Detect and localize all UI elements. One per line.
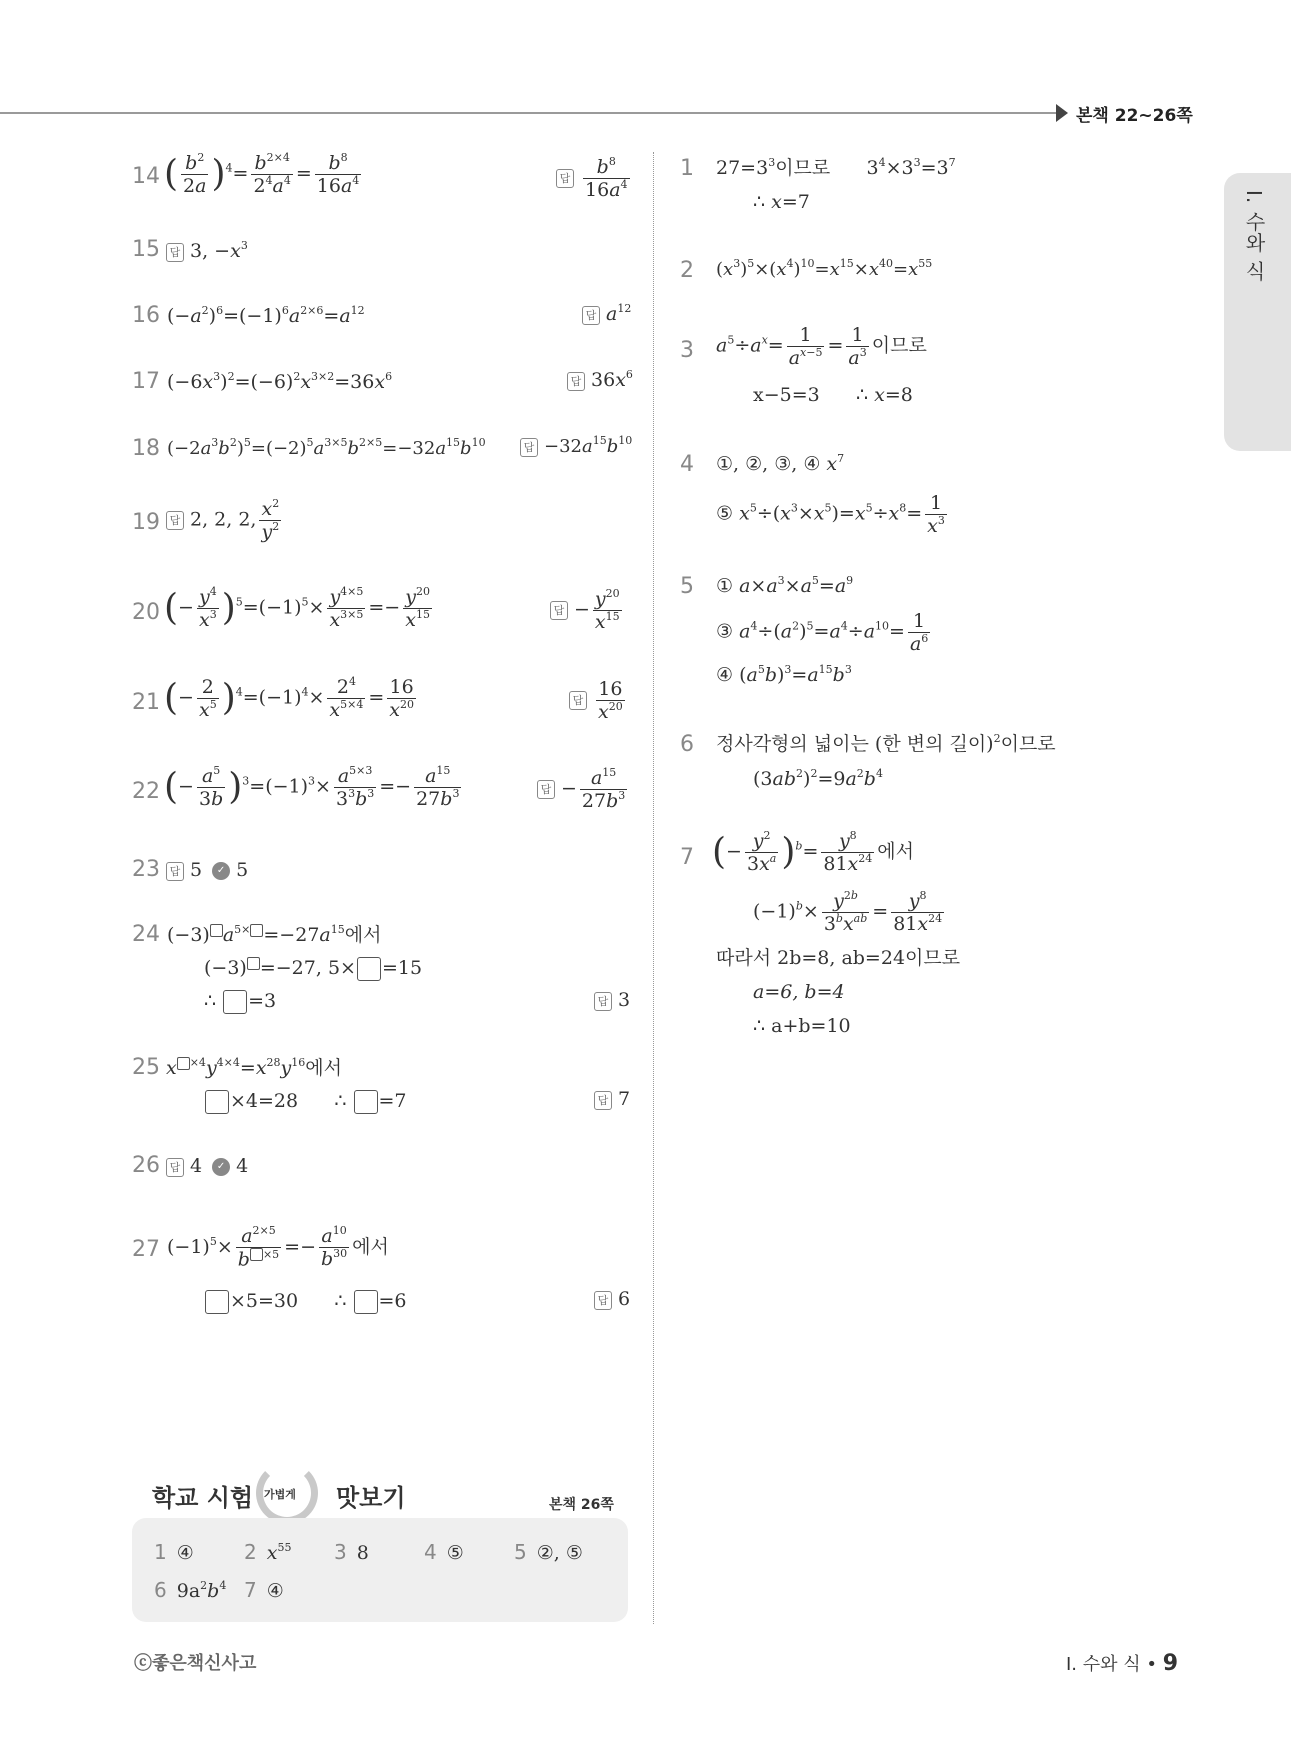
publisher-logo: ⓒ좋은책신사고	[134, 1653, 257, 1674]
test-item-answer: ②, ⑤	[536, 1542, 583, 1564]
problem-number: 2	[680, 258, 694, 283]
solution-22: (− $\frac{a^5}{3b}$ )$^3=(-1)^3\times$ $\frac{a^{5\times 3}}{3^3b^3}$ =− $\frac{a^{15}}{27b^3}$	[164, 764, 460, 810]
problem-number: 20	[132, 600, 160, 625]
problem-number: 21	[132, 690, 160, 715]
chapter-tab-label: I. 수와 식	[1242, 190, 1266, 282]
solution-17: $(-6x^3)^2=(-6)^2x^{3\times 2}=36x^6$	[167, 370, 393, 393]
answer-badge-icon: 답	[594, 992, 612, 1011]
answer-text: 6	[618, 1288, 631, 1310]
answer-text: 2, 2, 2,	[190, 508, 257, 531]
math-text: 27=3	[716, 157, 769, 179]
solution-15: 답 3, $-x^3$	[166, 238, 248, 264]
header-rule	[0, 112, 1062, 114]
math-text: =7	[378, 1090, 407, 1112]
test-item-number: 1	[154, 1540, 167, 1564]
footer-section: I. 수와 식 •	[1066, 1654, 1163, 1675]
blank-box	[354, 1090, 378, 1114]
math-text: ①, ②, ③, ④	[716, 453, 821, 475]
test-item	[424, 1540, 464, 1564]
math-text: (−3)	[204, 957, 247, 979]
solution-19: 답 2, 2, 2, $\frac{x^2}{y^2}$	[166, 498, 284, 543]
solution-r5-line2: ③ $a^4\div(a^2)^5=a^4\div a^{10}=$ $\frac{1}{a^6}$	[716, 610, 929, 655]
answer-badge-icon: 답	[550, 601, 568, 620]
solution-r6-line1: 정사각형의 넓이는 (한 변의 길이)$^2$이므로	[716, 732, 1056, 755]
answer-text: 3, −	[190, 240, 231, 262]
check-icon: ✓	[212, 1158, 230, 1176]
solution-27-line1: $(-1)^5\times$ $\frac{a^{2\times 5}}{b ^{\times 5}}$ =− $\frac{a^{10}}{b^{30}}$ 에서	[167, 1224, 389, 1271]
answer-25	[594, 1088, 630, 1110]
solution-26	[166, 1153, 248, 1179]
column-divider	[653, 152, 654, 1624]
math-text: ×4=28	[230, 1090, 299, 1112]
solution-r7-line4: a=6, b=4	[753, 981, 845, 1003]
answer-21: 답 $\frac{16}{x^{20}}$	[569, 678, 628, 723]
solution-r7-line3: 따라서 2b=8, ab=24이므로	[716, 947, 961, 969]
therefore-symbol: ∴	[204, 990, 217, 1012]
solution-24-line1: (−3) $a^{5\times} =-27a^{15}$에서	[167, 923, 382, 946]
solution-24-line3	[204, 988, 276, 1014]
problem-number: 14	[132, 164, 160, 189]
korean-text: 에서	[344, 924, 382, 946]
choice-marker: ③	[716, 620, 734, 643]
math-text: =−27, 5×	[259, 957, 356, 979]
math-text: x−5=3	[753, 384, 820, 406]
test-item: 6 $9a^2b^4$	[154, 1578, 227, 1602]
solution-27-line2	[204, 1288, 407, 1314]
answer-badge-icon: 답	[520, 438, 538, 457]
solution-21: (− $\frac{2}{x^5}$ )$^4=(-1)^4\times$ $\frac{2^4}{x^{5\times 4}}$ = $\frac{16}{x^{20}}$	[164, 675, 414, 721]
choice-marker: ④	[716, 664, 734, 686]
korean-text: 정사각형의 넓이는 (한 변의 길이)	[716, 733, 994, 755]
page-footer	[1066, 1650, 1178, 1676]
answer-badge-icon: 답	[569, 691, 587, 710]
answer-27	[594, 1288, 630, 1310]
problem-number: 26	[132, 1153, 160, 1178]
problem-number: 18	[132, 436, 160, 461]
check-answer-text: 4	[236, 1155, 249, 1177]
answer-badge-icon: 답	[582, 306, 600, 325]
answer-badge-icon: 답	[166, 862, 184, 881]
test-item-answer: 9a	[176, 1580, 201, 1602]
problem-number: 4	[680, 452, 694, 477]
solution-r5-line1: ① $a\times a^3\times a^5=a^9$	[716, 574, 854, 597]
solution-r6-line2: $(3ab^2)^2=9a^2b^4$	[753, 767, 883, 790]
korean-text: 에서	[877, 840, 914, 863]
test-item	[514, 1540, 583, 1564]
test-item-number: 6	[154, 1578, 167, 1602]
answer-text: 3	[618, 989, 631, 1011]
answer-badge-icon: 답	[594, 1091, 612, 1110]
answer-text: 4	[190, 1155, 203, 1177]
korean-text: 에서	[305, 1057, 342, 1079]
blank-box	[205, 1090, 229, 1114]
answer-16: 답 $a^{12}$	[582, 303, 631, 325]
problem-number: 19	[132, 510, 160, 535]
answer-17: 답 $36x^6$	[567, 369, 633, 391]
answer-badge-icon: 답	[556, 169, 574, 188]
test-item-number: 7	[244, 1578, 257, 1602]
choice-marker: ⑤	[716, 502, 734, 525]
test-section-subtitle: 맛보기	[336, 1484, 406, 1512]
solution-r3-line2: x−5=3 ∴ x=8	[753, 384, 913, 406]
answer-badge-icon: 답	[537, 780, 555, 799]
math-text: =6	[378, 1290, 407, 1312]
problem-number: 24	[132, 922, 160, 947]
problem-number: 15	[132, 237, 160, 262]
solution-18: $(-2a^3b^2)^5=(-2)^5a^{3\times 5}b^{2\times 5}=-32a^{15}b^{10}$	[167, 436, 486, 459]
ring-label: 가볍게	[264, 1488, 296, 1501]
answer-badge-icon: 답	[567, 372, 585, 391]
answer-badge-icon: 답	[166, 1158, 184, 1177]
therefore-symbol: ∴	[855, 384, 869, 406]
problem-number: 23	[132, 857, 160, 882]
korean-text: 에서	[352, 1235, 389, 1258]
problem-number: 25	[132, 1055, 160, 1080]
problem-number: 5	[680, 574, 694, 599]
answer-20: 답 − $\frac{y^{20}}{x^{15}}$	[550, 588, 625, 633]
solution-r4-line2: ⑤ $x^5\div(x^3\times x^5)=x^5\div x^8=$ $\frac{1}{x^3}$	[716, 492, 945, 537]
solution-20: (− $\frac{y^4}{x^3}$ )$^5=(-1)^5\times$ $\frac{y^{4\times 5}}{x^{3\times 5}}$ =− $\frac{y^{20}}{x^{15}}$	[164, 585, 430, 631]
test-item-number: 4	[424, 1540, 437, 1564]
solution-25-line1: x $^{\times 4}y^{4\times 4}=x^{28}y^{16}$에서	[166, 1056, 342, 1079]
test-item-answer: ④	[266, 1580, 284, 1602]
check-answer-text: 5	[236, 859, 249, 881]
blank-box	[357, 957, 381, 981]
therefore-symbol: ∴	[334, 1090, 347, 1112]
check-icon: ✓	[212, 862, 230, 880]
solution-23	[166, 857, 248, 883]
test-item-answer: 8	[356, 1542, 369, 1564]
test-section-title: 학교 시험	[152, 1484, 254, 1512]
solution-16: $(-a^2)^6=(-1)^6a^{2\times 6}=a^{12}$	[167, 304, 365, 327]
blank-box	[354, 1290, 378, 1314]
answer-text: 5	[190, 859, 203, 881]
test-answer-box	[132, 1518, 628, 1622]
korean-text: 이므로	[1000, 733, 1056, 755]
test-item-answer: ④	[176, 1542, 194, 1564]
math-text: =15	[381, 957, 423, 979]
solution-r1-line1: $27=3^3$이므로 $3^4\times 3^3=3^7$	[716, 156, 956, 179]
problem-number: 6	[680, 732, 694, 757]
solution-r5-line3: ④ $(a^5b)^3=a^{15}b^3$	[716, 663, 852, 686]
therefore-symbol: ∴	[753, 191, 766, 213]
problem-number: 17	[132, 369, 160, 394]
problem-number: 22	[132, 779, 160, 804]
solution-r2: $(x^3)^5\times(x^4)^{10}=x^{15}\times x^{40}=x^{55}$	[716, 257, 933, 280]
blank-box	[205, 1290, 229, 1314]
chevron-right-icon	[1056, 104, 1068, 122]
problem-number: 1	[680, 156, 694, 181]
choice-marker: ①	[716, 575, 734, 597]
test-item-answer: ⑤	[446, 1542, 464, 1564]
solution-r7-line5: ∴ a+b=10	[753, 1015, 851, 1037]
answer-14: 답 $\frac{b^8}{16a^4}$	[556, 156, 633, 201]
test-item-number: 3	[334, 1540, 347, 1564]
test-item-answer: x	[266, 1542, 278, 1564]
blank-box	[223, 990, 247, 1014]
problem-number: 16	[132, 303, 160, 328]
answer-badge-icon: 답	[166, 511, 184, 530]
answer-text: 7	[618, 1088, 631, 1110]
solution-r7-line2: $(-1)^b\times$ $\frac{y^{2b}}{3^bx^{ab}}$ = $\frac{y^8}{81x^{24}}$	[753, 889, 943, 935]
korean-text: 이므로	[871, 334, 927, 357]
page-number: 9	[1162, 1651, 1179, 1676]
math-text: ×5=30	[230, 1290, 299, 1312]
test-book-ref: 본책 26쪽	[549, 1497, 614, 1513]
problem-number: 3	[680, 338, 694, 363]
problem-number: 7	[680, 845, 694, 870]
therefore-symbol: ∴	[334, 1290, 347, 1312]
answer-18: 답 $-32a^{15}b^{10}$	[520, 436, 632, 457]
answer-badge-icon: 답	[166, 243, 184, 262]
test-item-number: 5	[514, 1540, 527, 1564]
answer-24	[594, 989, 630, 1011]
math-text: =3	[248, 990, 277, 1012]
test-item	[244, 1578, 284, 1602]
test-item-number: 2	[244, 1540, 257, 1564]
header-book-ref: 본책 22~26쪽	[1076, 106, 1193, 126]
test-item: 2 $x^{55}$	[244, 1540, 292, 1564]
problem-number: 27	[132, 1237, 160, 1262]
answer-badge-icon: 답	[594, 1291, 612, 1310]
korean-text: 이므로	[775, 157, 831, 179]
solution-r3-line1: $a^5\div a^x=$ $\frac{1}{a^{x-5}}$ = $\frac{1}{a^3}$ 이므로	[716, 324, 927, 369]
test-item	[154, 1540, 194, 1564]
solution-r1-line2: ∴ x=7	[753, 191, 810, 213]
solution-r7-line1: (− $\frac{y^2}{3x^a}$ )$^b$= $\frac{y^8}{81x^{24}}$ 에서	[712, 829, 914, 875]
test-item	[334, 1540, 369, 1564]
solution-24-line2	[204, 955, 422, 981]
solution-25-line2	[204, 1088, 407, 1114]
answer-22: 답 − $\frac{a^{15}}{27b^3}$	[537, 767, 630, 812]
solution-r4-line1: ①, ②, ③, ④ $x^7$	[716, 452, 845, 475]
solution-14: ( $\frac{b^2}{2a}$ )$^4$= $\frac{b^{2\times 4}}{2^4a^4}$ = $\frac{b^8}{16a^4}$	[164, 151, 360, 197]
